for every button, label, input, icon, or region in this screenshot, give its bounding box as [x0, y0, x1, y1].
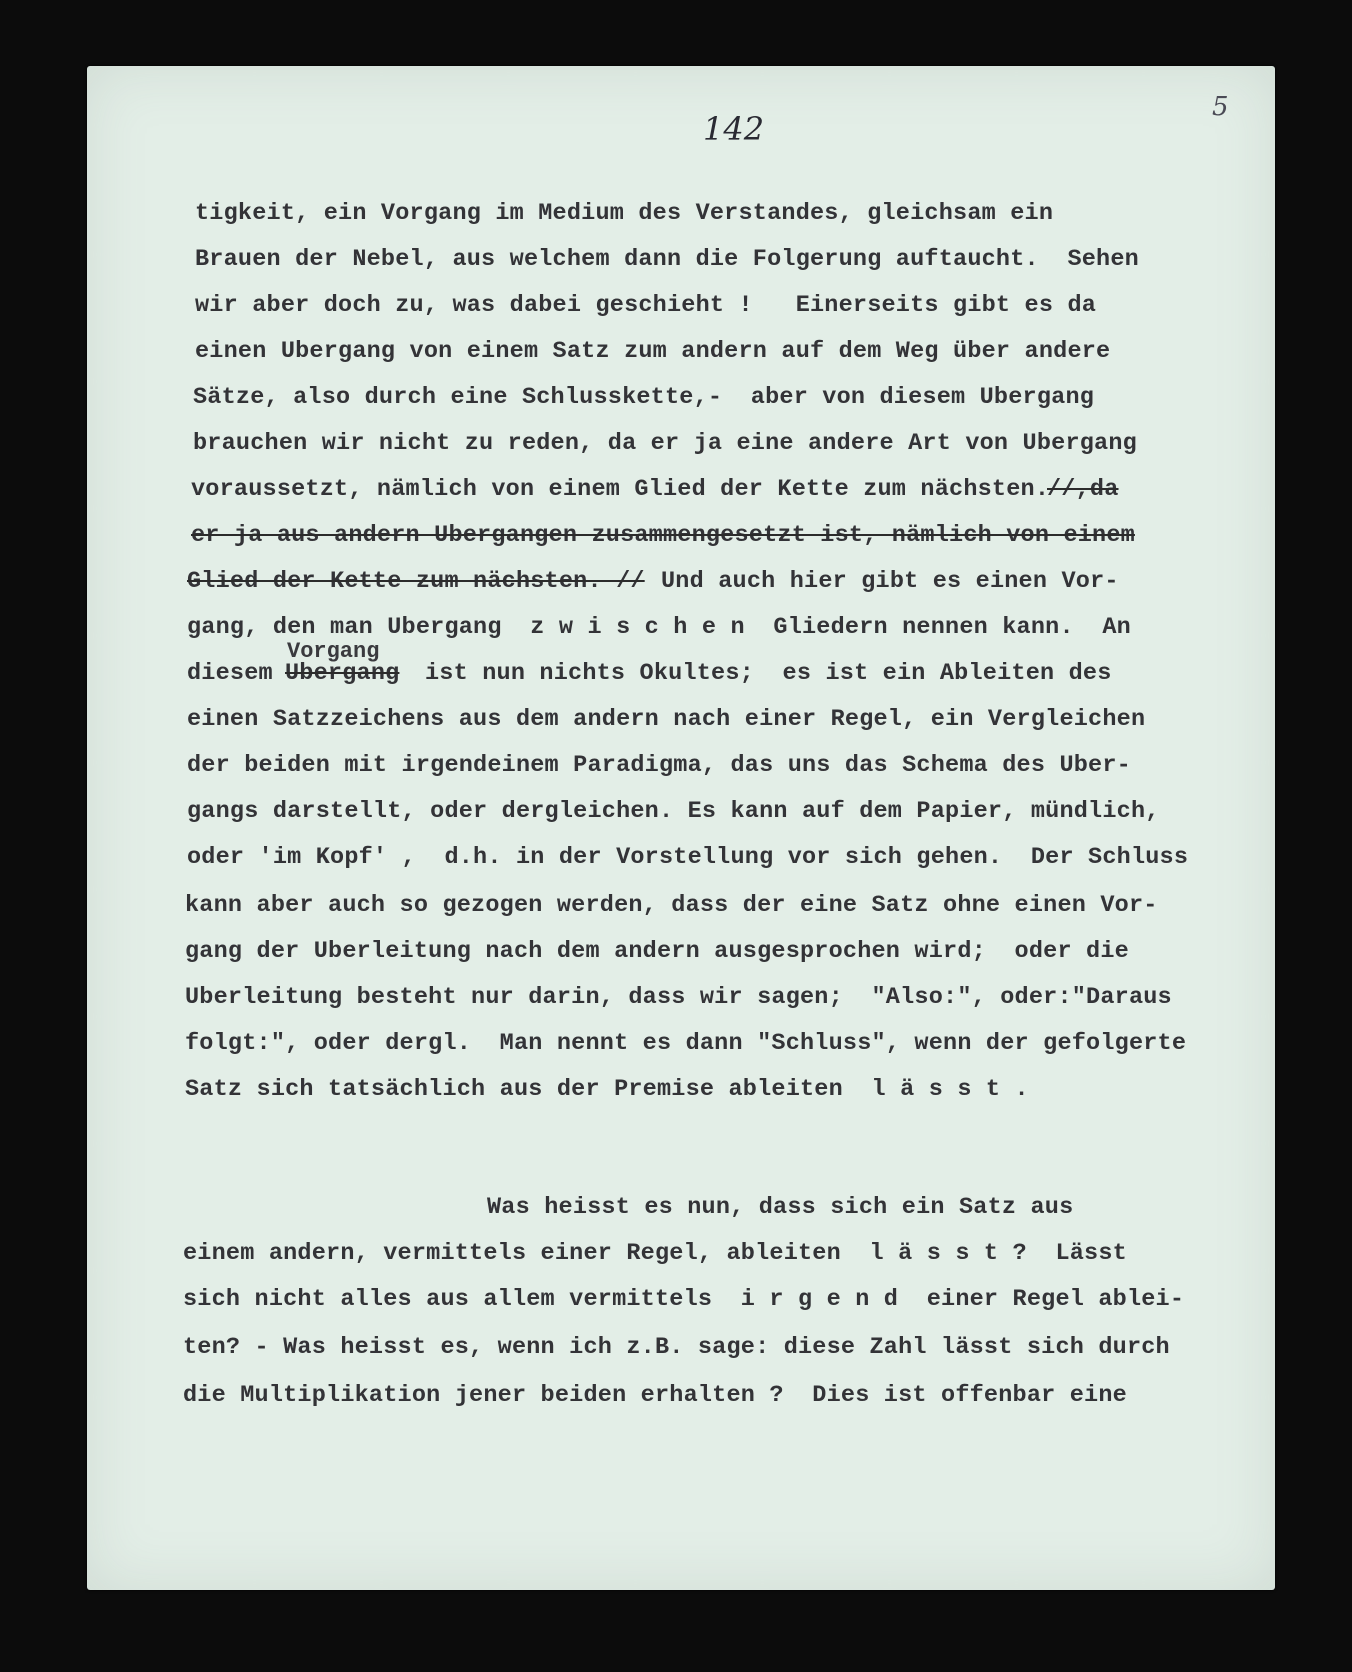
handwritten-page-number: 142	[703, 110, 765, 148]
text-line: die Multiplikation jener beiden erhalten ? Dies ist offenbar eine	[183, 1382, 1127, 1409]
text-line: der beiden mit irgendeinem Paradigma, das uns das Schema des Uber-	[187, 752, 1131, 779]
text-line: tigkeit, ein Vorgang im Medium des Verstandes, gleichsam ein	[195, 200, 1054, 227]
text-line: Satz sich tatsächlich aus der Premise ableiten l ä s s t .	[185, 1076, 1029, 1103]
struck-line: Glied der Kette zum nächsten. //	[187, 568, 645, 595]
handwritten-insertion: Vorgang	[287, 639, 380, 664]
text-line: oder 'im Kopf' , d.h. in der Vorstellung vor sich gehen. Der Schluss	[187, 844, 1189, 871]
text-line: Uberleitung besteht nur darin, dass wir sagen; "Also:", oder:"Daraus	[185, 984, 1172, 1011]
text-line: sich nicht alles aus allem vermittels i r g e n d einer Regel ablei-	[183, 1286, 1185, 1313]
struck-word: Ubergang	[285, 660, 400, 687]
struck-line: er ja aus andern Ubergangen zusammengesetzt ist, nämlich von einem	[191, 522, 1135, 549]
text-line: brauchen wir nicht zu reden, da er ja eine andere Art von Ubergang	[193, 430, 1137, 457]
text-line: ist nun nichts Okultes; es ist ein Ableiten des	[425, 660, 1112, 687]
text-line: diesem	[187, 660, 273, 687]
text-line: kann aber auch so gezogen werden, dass der eine Satz ohne einen Vor-	[185, 892, 1158, 919]
text-line: einem andern, vermittels einer Regel, ableiten l ä s s t ? Lässt	[183, 1240, 1127, 1267]
text-line: wir aber doch zu, was dabei geschieht ! Einerseits gibt es da	[195, 292, 1097, 319]
corner-page-number: 5	[1212, 92, 1229, 122]
text-line: Brauen der Nebel, aus welchem dann die Folgerung auftaucht. Sehen	[195, 246, 1139, 273]
text-line: Was heisst es nun, dass sich ein Satz aus	[487, 1194, 1074, 1221]
typescript-page	[87, 66, 1275, 1590]
text-line: gang der Uberleitung nach dem andern ausgesprochen wird; oder die	[185, 938, 1129, 965]
text-line: einen Satzzeichens aus dem andern nach einer Regel, ein Vergleichen	[187, 706, 1146, 733]
text-line: gangs darstellt, oder dergleichen. Es kann auf dem Papier, mündlich,	[187, 798, 1160, 825]
text-line: ten? - Was heisst es, wenn ich z.B. sage: diese Zahl lässt sich durch	[183, 1334, 1170, 1361]
text-line: einen Ubergang von einem Satz zum andern auf dem Weg über andere	[195, 338, 1111, 365]
text-line: folgt:", oder dergl. Man nennt es dann "Schluss", wenn der gefolgerte	[185, 1030, 1187, 1057]
text-line: Sätze, also durch eine Schlusskette,- aber von diesem Ubergang	[193, 384, 1095, 411]
text-line: Und auch hier gibt es einen Vor-	[661, 568, 1119, 595]
text-line: voraussetzt, nämlich von einem Glied der Kette zum nächsten.	[191, 476, 1050, 503]
struck-insertion: //,da	[1047, 476, 1119, 503]
text-line: gang, den man Ubergang z w i s c h e n Gliedern nennen kann. An	[187, 614, 1131, 641]
